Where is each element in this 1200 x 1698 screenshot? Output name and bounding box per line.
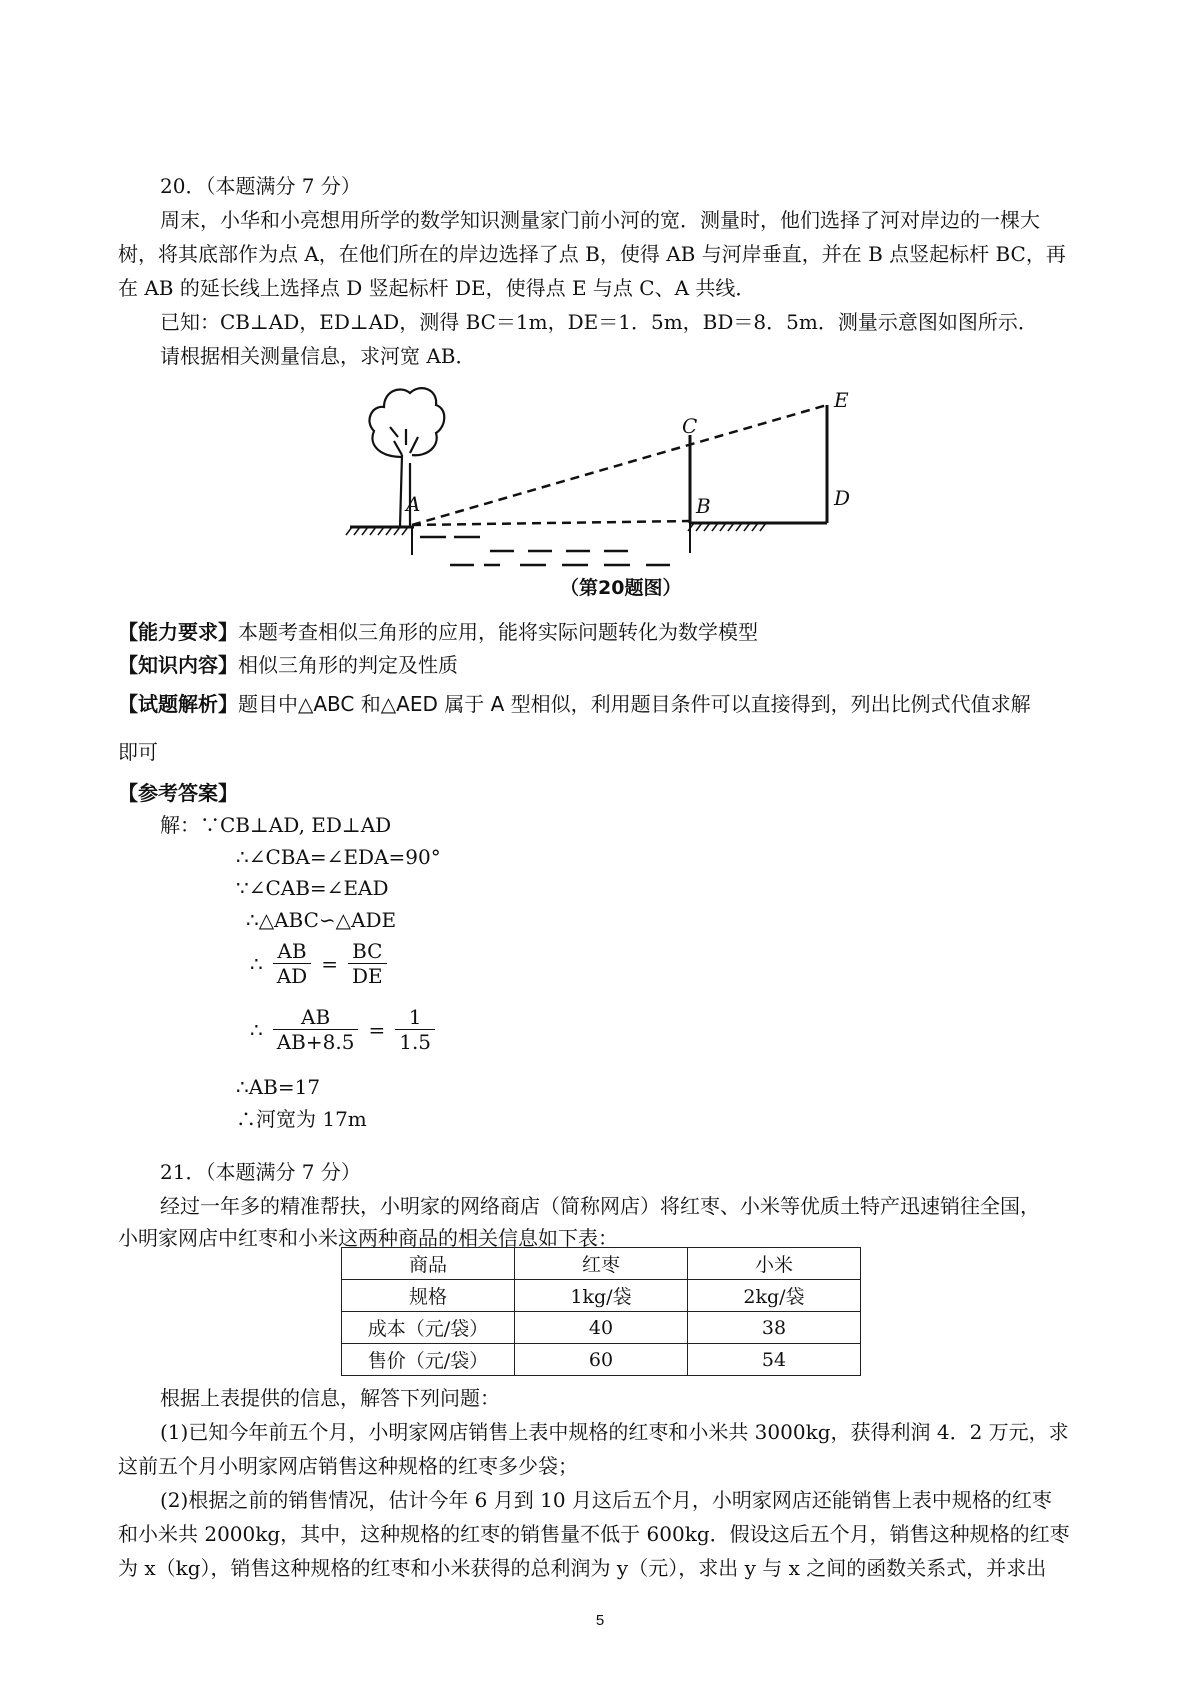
table-row — [342, 1280, 861, 1312]
table-cell: 60 — [515, 1344, 688, 1376]
numerator: AB — [273, 939, 311, 964]
q21-part2-line: 为 x（kg），销售这种规格的红枣和小米获得的总利润为 y（元），求出 y 与 x 之间的函数关系式，并求出 — [118, 1556, 1047, 1580]
q21-paragraph-line: 经过一年多的精准帮扶，小明家的网络商店（简称网店）将红枣、小米等优质土特产迅速销往全国， — [160, 1194, 1040, 1218]
solution-line: ∴△ABC∽△ADE — [246, 908, 397, 932]
denominator: AD — [276, 964, 308, 988]
table-row — [342, 1248, 861, 1280]
ability-text: 本题考查相似三角形的应用，能将实际问题转化为数学模型 — [238, 620, 758, 644]
knowledge-section — [118, 651, 458, 679]
knowledge-tag: 【知识内容】 — [118, 653, 238, 677]
solution-line: ∵∠CAB=∠EAD — [236, 876, 389, 900]
denominator: AB+8.5 — [276, 1030, 355, 1054]
numerator: 1 — [395, 1005, 435, 1030]
point-label-a: A — [406, 492, 421, 516]
q21-paragraph-line: 根据上表提供的信息，解答下列问题： — [160, 1386, 500, 1410]
q20-title: 20．（本题满分 7 分） — [160, 174, 361, 198]
fraction-right — [395, 1005, 435, 1054]
analysis-section — [118, 690, 1031, 718]
product-table — [341, 1247, 861, 1376]
q21-part2-line: (2)根据之前的销售情况，估计今年 6 月到 10 月这后五个月，小明家网店还能销售上表中规格的红枣 — [160, 1488, 1052, 1512]
q20-paragraph-line: 周末，小华和小亮想用所学的数学知识测量家门前小河的宽．测量时，他们选择了河对岸边的一棵大 — [160, 208, 1040, 232]
solution-line: ∴AB=17 — [236, 1075, 321, 1099]
fraction-equation-1 — [246, 939, 393, 988]
solution-line: ∴∠CBA=∠EDA=90° — [236, 845, 441, 869]
answer-tag: 【参考答案】 — [118, 781, 238, 805]
denominator: 1.5 — [399, 1030, 432, 1054]
q20-given-line: 已知：CB⊥AD，ED⊥AD，测得 BC＝1m，DE＝1．5m，BD＝8．5m．测量示意图如图所示． — [160, 310, 1038, 334]
ability-tag: 【能力要求】 — [118, 620, 238, 644]
table-cell: 40 — [515, 1312, 688, 1344]
denominator: DE — [351, 964, 383, 988]
table-cell: 规格 — [342, 1280, 515, 1312]
fraction-equation-2 — [246, 1005, 441, 1054]
fraction-right — [348, 939, 387, 988]
table-cell: 售价（元/袋） — [342, 1344, 515, 1376]
therefore-symbol: ∴ — [250, 951, 263, 976]
table-cell: 1kg/袋 — [515, 1280, 688, 1312]
fraction-left — [273, 939, 311, 988]
table-cell: 成本（元/袋） — [342, 1312, 515, 1344]
table-cell: 38 — [688, 1312, 861, 1344]
numerator: BC — [348, 939, 387, 964]
q20-paragraph-line: 在 AB 的延长线上选择点 D 竖起标杆 DE，使得点 E 与点 C、A 共线． — [118, 276, 756, 300]
point-label-b: B — [696, 494, 711, 518]
analysis-text: 题目中△ABC 和△AED 属于 A 型相似，利用题目条件可以直接得到，列出比例式代值求解 — [238, 692, 1031, 716]
ability-section — [118, 618, 758, 646]
therefore-symbol: ∴ — [250, 1017, 263, 1042]
table-cell: 商品 — [342, 1248, 515, 1280]
solution-line: 解：∵CB⊥AD, ED⊥AD — [160, 813, 392, 837]
point-label-c: C — [682, 414, 698, 438]
solution-line: ∴河宽为 17m — [236, 1107, 367, 1131]
q21-part1-line: 这前五个月小明家网店销售这种规格的红枣多少袋； — [118, 1454, 578, 1478]
q21-paragraph-line: 小明家网店中红枣和小米这两种商品的相关信息如下表： — [118, 1226, 618, 1250]
fraction-left — [273, 1005, 359, 1054]
figure-caption: （第20题图） — [560, 577, 682, 599]
point-label-e: E — [834, 388, 849, 412]
q20-question-line: 请根据相关测量信息，求河宽 AB． — [160, 344, 476, 368]
table-cell: 2kg/袋 — [688, 1280, 861, 1312]
knowledge-text: 相似三角形的判定及性质 — [238, 653, 458, 677]
q21-part1-line: (1)已知今年前五个月，小明家网店销售上表中规格的红枣和小米共 3000kg，获得利润 4．2 万元，求 — [160, 1420, 1069, 1444]
q20-figure — [340, 375, 900, 605]
point-label-d: D — [834, 486, 851, 510]
q21-part2-line: 和小米共 2000kg，其中，这种规格的红枣的销售量不低于 600kg．假设这后五个月，销售这种规格的红枣 — [118, 1522, 1070, 1546]
equals-sign: = — [321, 951, 338, 976]
equals-sign: = — [368, 1017, 386, 1042]
table-cell: 小米 — [688, 1248, 861, 1280]
page-number: 5 — [595, 1612, 605, 1629]
q21-title: 21．（本题满分 7 分） — [160, 1160, 361, 1184]
analysis-continued: 即可 — [118, 740, 158, 764]
table-row — [342, 1344, 861, 1376]
analysis-tag: 【试题解析】 — [118, 692, 238, 716]
q20-paragraph-line: 树，将其底部作为点 A，在他们所在的岸边选择了点 B，使得 AB 与河岸垂直，并在 B 点竖起标杆 BC，再 — [118, 242, 1066, 266]
numerator: AB — [273, 1005, 359, 1030]
table-cell: 54 — [688, 1344, 861, 1376]
table-row — [342, 1312, 861, 1344]
table-cell: 红枣 — [515, 1248, 688, 1280]
